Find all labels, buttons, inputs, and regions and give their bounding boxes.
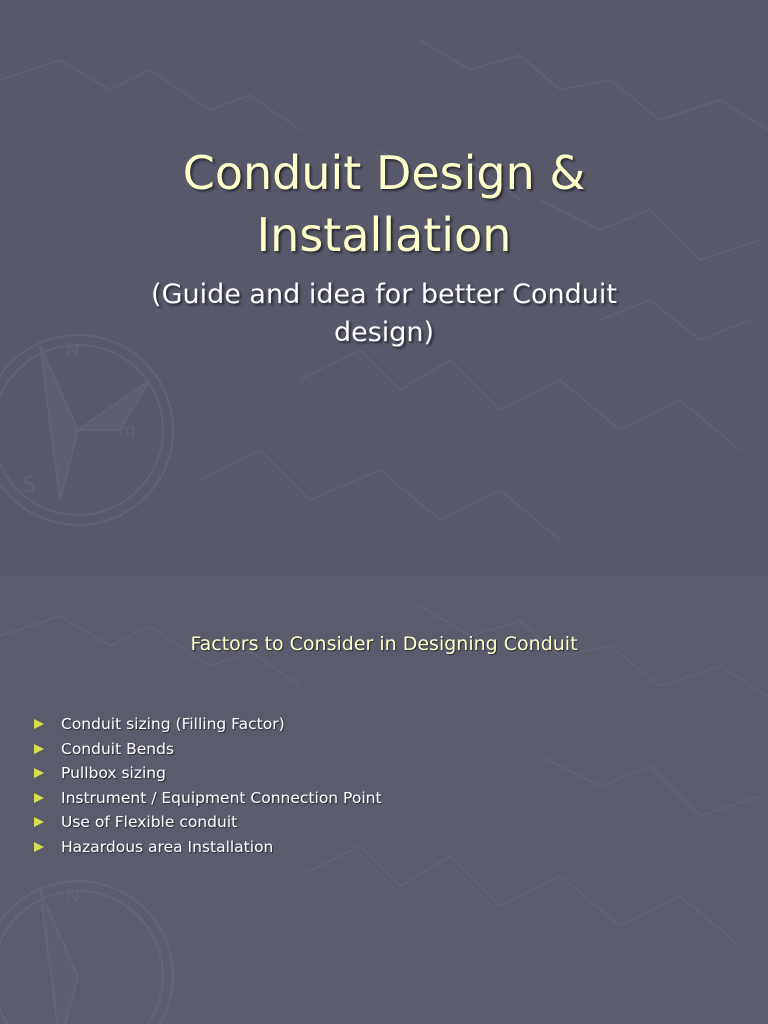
slide-2 xyxy=(0,576,768,1024)
list-item-text: Hazardous area Installation xyxy=(61,837,274,856)
list-item-text: Conduit Bends xyxy=(61,739,175,758)
list-item-text: Use of Flexible conduit xyxy=(61,813,238,832)
triangle-bullet-icon xyxy=(34,744,44,754)
svg-text:S: S xyxy=(22,473,36,498)
slide-title xyxy=(84,142,684,266)
svg-text:m: m xyxy=(118,420,136,441)
slide-subtitle-line-1: (Guide and idea for better Conduit xyxy=(151,279,617,310)
list-item xyxy=(34,737,382,762)
list-item xyxy=(34,786,382,811)
triangle-bullet-icon xyxy=(34,793,44,803)
list-item-text: Instrument / Equipment Connection Point xyxy=(61,788,382,807)
list-item xyxy=(34,712,382,737)
triangle-bullet-icon xyxy=(34,719,44,729)
factors-list xyxy=(34,712,382,860)
triangle-bullet-icon xyxy=(34,768,44,778)
list-item-text: Conduit sizing (Filling Factor) xyxy=(61,715,285,733)
slide-heading: Factors to Consider in Designing Conduit xyxy=(190,633,578,655)
compass-rose-icon xyxy=(0,881,173,1024)
svg-text:N: N xyxy=(66,886,80,907)
slide-title-line-1: Conduit Design & xyxy=(182,146,586,200)
triangle-bullet-icon xyxy=(34,817,44,827)
list-item xyxy=(34,761,382,786)
triangle-bullet-icon xyxy=(34,842,44,852)
slide-subtitle xyxy=(120,276,648,352)
list-item xyxy=(34,810,382,835)
slide-title-line-2: Installation xyxy=(256,208,512,262)
list-item xyxy=(34,835,382,860)
slide-subtitle-line-2: design) xyxy=(333,317,435,348)
compass-rose-icon xyxy=(0,335,173,525)
svg-text:N: N xyxy=(66,340,80,361)
list-item-text: Pullbox sizing xyxy=(61,764,166,783)
